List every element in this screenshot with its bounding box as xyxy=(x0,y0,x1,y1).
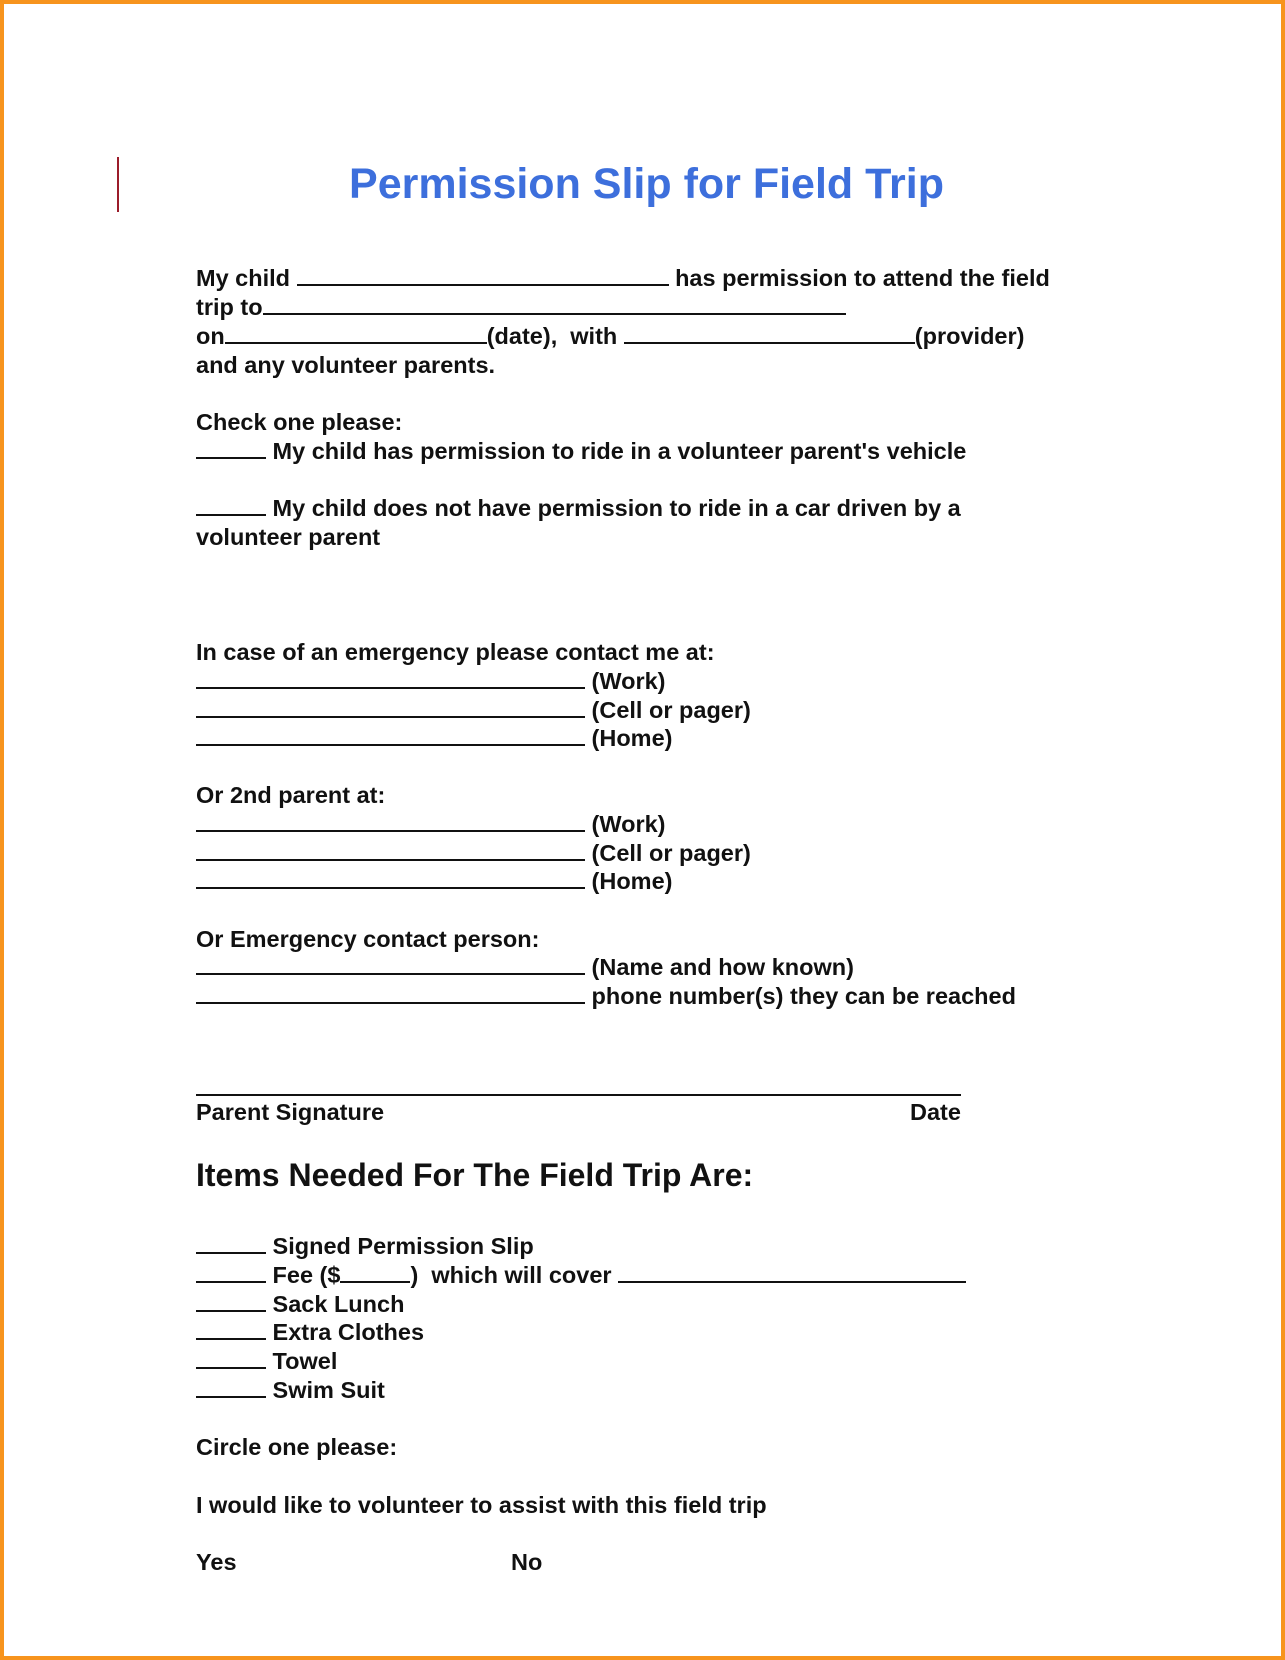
emergency-work-row: (Work) xyxy=(196,667,666,695)
circle-heading: Circle one please: xyxy=(196,1434,398,1460)
intro-line-2: trip to xyxy=(196,293,846,321)
volunteer-yes[interactable]: Yes xyxy=(196,1549,237,1575)
signature-label: Parent Signature xyxy=(196,1099,385,1125)
page-title: Permission Slip for Field Trip xyxy=(349,160,944,208)
item-blank-lunch[interactable] xyxy=(196,1310,266,1312)
trip-destination-field[interactable] xyxy=(263,313,846,315)
fee-cover-field[interactable] xyxy=(618,1281,966,1283)
item-blank-clothes[interactable] xyxy=(196,1338,266,1340)
volunteer-no[interactable]: No xyxy=(511,1549,543,1575)
signature-line[interactable] xyxy=(196,1094,961,1096)
parent2-cell-field[interactable] xyxy=(196,859,585,861)
item-blank-towel[interactable] xyxy=(196,1367,266,1369)
check-option-no-permission: My child does not have permission to ride in a car driven by a xyxy=(196,494,961,522)
contact-phone-row: phone number(s) they can be reached xyxy=(196,982,1016,1010)
item-swim-suit: Swim Suit xyxy=(196,1376,385,1404)
check-option-permission: My child has permission to ride in a volunteer parent's vehicle xyxy=(196,437,966,465)
items-heading: Items Needed For The Field Trip Are: xyxy=(196,1157,754,1193)
signature-date-label: Date xyxy=(910,1099,961,1125)
check-heading: Check one please: xyxy=(196,409,403,435)
emergency-work-field[interactable] xyxy=(196,687,585,689)
child-name-field[interactable] xyxy=(297,284,669,286)
parent2-work-row: (Work) xyxy=(196,810,666,838)
emergency-cell-field[interactable] xyxy=(196,716,585,718)
parent2-heading: Or 2nd parent at: xyxy=(196,782,386,808)
check-blank-permission[interactable] xyxy=(196,457,266,459)
date-field[interactable] xyxy=(225,342,487,344)
check-option-no-permission-cont: volunteer parent xyxy=(196,524,381,550)
item-extra-clothes: Extra Clothes xyxy=(196,1318,424,1346)
contact-name-row: (Name and how known) xyxy=(196,953,854,981)
item-blank-swim[interactable] xyxy=(196,1396,266,1398)
parent2-cell-row: (Cell or pager) xyxy=(196,839,751,867)
contact-phone-field[interactable] xyxy=(196,1002,585,1004)
item-sack-lunch: Sack Lunch xyxy=(196,1290,404,1318)
parent2-work-field[interactable] xyxy=(196,830,585,832)
emergency-heading: In case of an emergency please contact me at: xyxy=(196,639,715,665)
contact-name-field[interactable] xyxy=(196,973,585,975)
parent2-home-row: (Home) xyxy=(196,867,672,895)
volunteer-question: I would like to volunteer to assist with this field trip xyxy=(196,1492,767,1518)
check-blank-no-permission[interactable] xyxy=(196,514,266,516)
item-blank-fee[interactable] xyxy=(196,1281,266,1283)
item-fee: Fee ($ ) which will cover xyxy=(196,1261,966,1289)
emergency-cell-row: (Cell or pager) xyxy=(196,696,751,724)
item-towel: Towel xyxy=(196,1347,337,1375)
item-blank-slip[interactable] xyxy=(196,1252,266,1254)
emergency-home-row: (Home) xyxy=(196,724,672,752)
provider-field[interactable] xyxy=(624,342,915,344)
contact-heading: Or Emergency contact person: xyxy=(196,926,540,952)
emergency-home-field[interactable] xyxy=(196,744,585,746)
intro-line-3: on (date), with (provider) xyxy=(196,323,1025,349)
intro-line-1: My child has permission to attend the field xyxy=(196,265,1050,291)
fee-amount-field[interactable] xyxy=(340,1281,410,1283)
item-signed-slip: Signed Permission Slip xyxy=(196,1232,534,1260)
parent2-home-field[interactable] xyxy=(196,887,585,889)
intro-line-4: and any volunteer parents. xyxy=(196,352,496,378)
